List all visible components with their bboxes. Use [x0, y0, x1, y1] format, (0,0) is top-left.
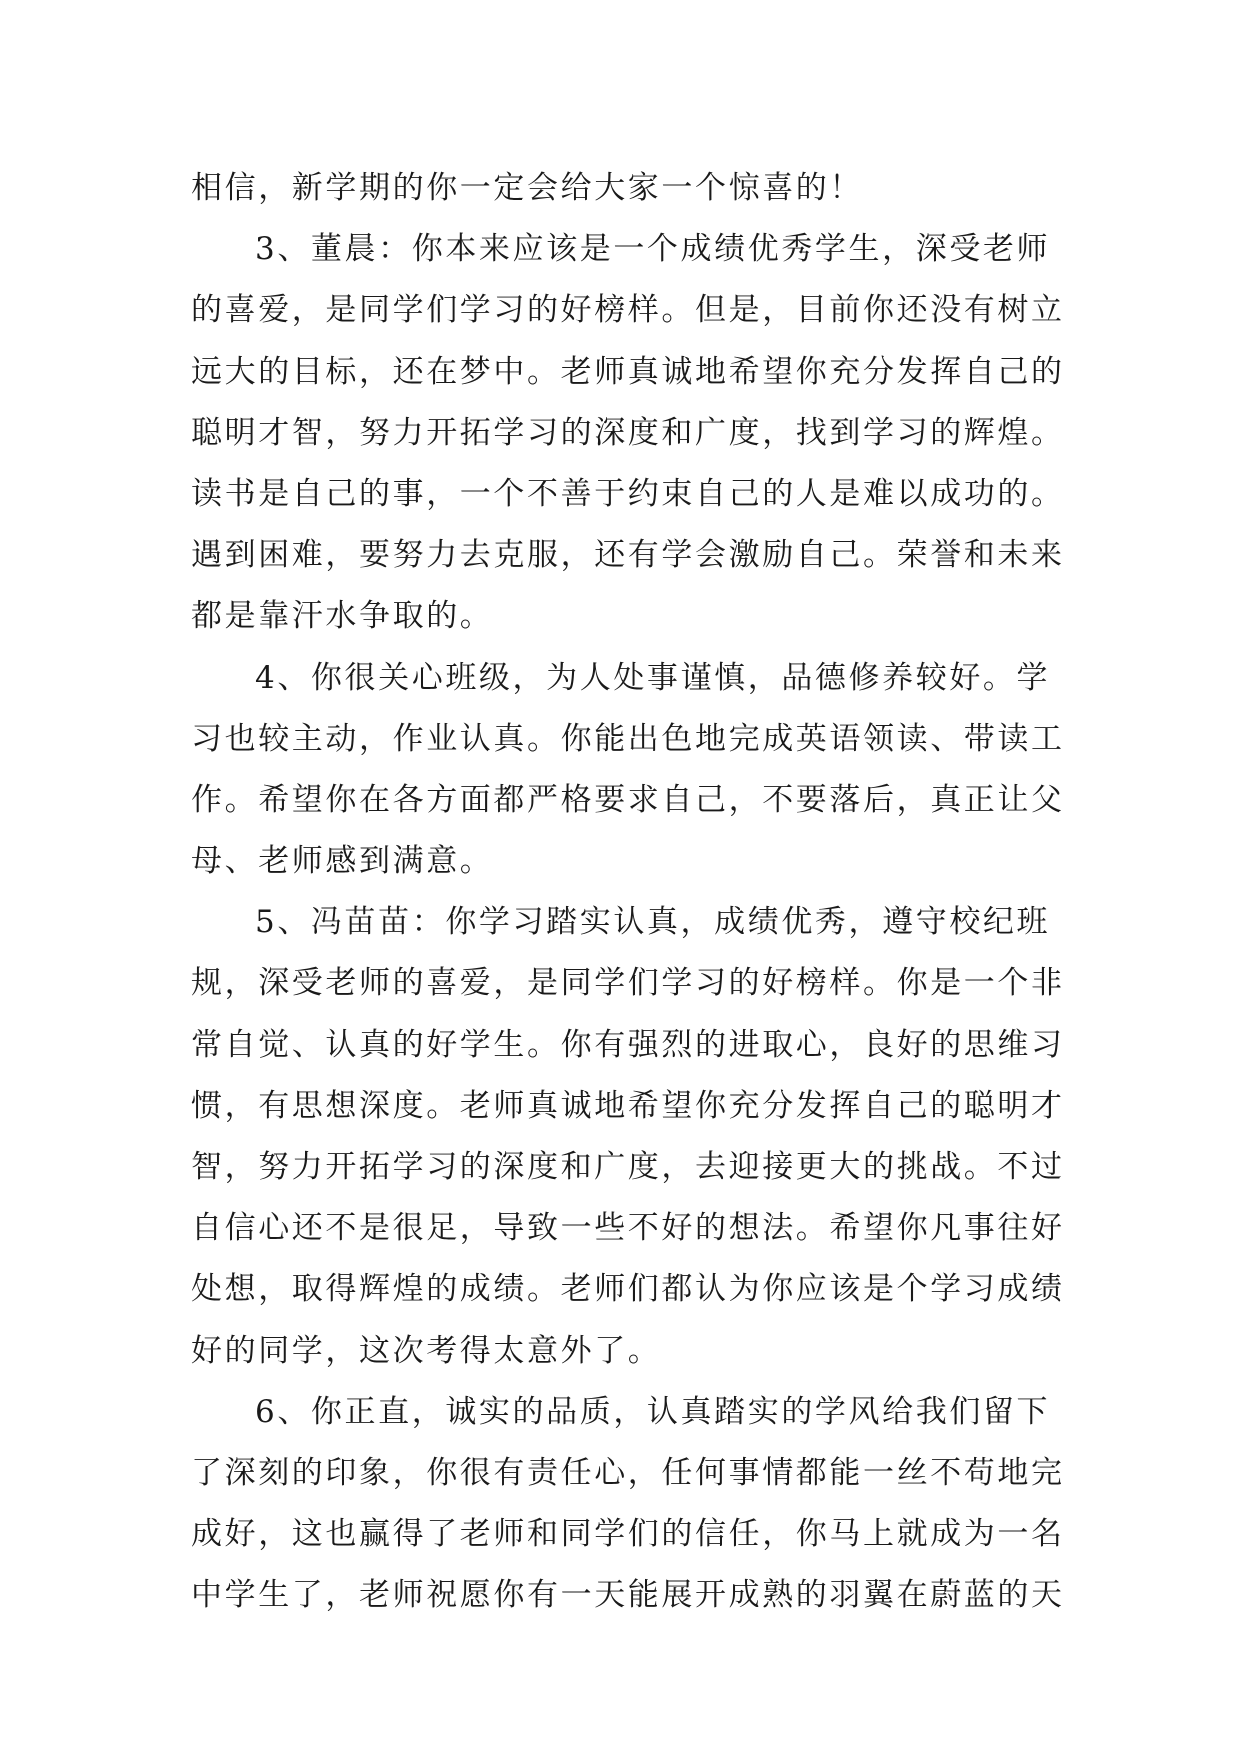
text-line: 4、你很关心班级，为人处事谨慎，品德修养较好。学 — [255, 659, 1051, 696]
text-line: 读书是自己的事，一个不善于约束自己的人是难以成功的。 — [191, 475, 1065, 512]
text-line: 作。希望你在各方面都严格要求自己，不要落后，真正让父 — [191, 781, 1065, 818]
text-line: 成好，这也赢得了老师和同学们的信任，你马上就成为一名 — [191, 1516, 1065, 1553]
text-line: 习也较主动，作业认真。你能出色地完成英语领读、带读工 — [191, 720, 1065, 757]
text-line: 好的同学，这次考得太意外了。 — [191, 1332, 662, 1369]
text-line: 都是靠汗水争取的。 — [191, 598, 494, 635]
text-line: 的喜爱，是同学们学习的好榜样。但是，目前你还没有树立 — [191, 292, 1065, 329]
text-line: 中学生了，老师祝愿你有一天能展开成熟的羽翼在蔚蓝的天 — [191, 1577, 1065, 1614]
text-line: 5、冯苗苗：你学习踏实认真，成绩优秀，遵守校纪班 — [255, 904, 1051, 941]
text-line: 3、董晨：你本来应该是一个成绩优秀学生，深受老师 — [255, 231, 1051, 268]
text-line: 相信，新学期的你一定会给大家一个惊喜的！ — [191, 170, 863, 206]
text-line: 母、老师感到满意。 — [191, 843, 494, 880]
text-line: 智，努力开拓学习的深度和广度，去迎接更大的挑战。不过 — [191, 1149, 1065, 1185]
text-line: 了深刻的印象，你很有责任心，任何事情都能一丝不苟地完 — [191, 1454, 1065, 1491]
text-line: 常自觉、认真的好学生。你有强烈的进取心，良好的思维习 — [191, 1026, 1065, 1063]
text-line: 惯，有思想深度。老师真诚地希望你充分发挥自己的聪明才 — [191, 1087, 1065, 1124]
text-line: 遇到困难，要努力去克服，还有学会激励自己。荣誉和未来 — [191, 537, 1065, 574]
text-line: 自信心还不是很足，导致一些不好的想法。希望你凡事往好 — [191, 1210, 1065, 1247]
document-body — [191, 158, 1065, 1627]
text-line: 聪明才智，努力开拓学习的深度和广度，找到学习的辉煌。 — [191, 414, 1065, 451]
text-line: 规，深受老师的喜爱，是同学们学习的好榜样。你是一个非 — [191, 965, 1065, 1002]
text-line: 远大的目标，还在梦中。老师真诚地希望你充分发挥自己的 — [191, 353, 1065, 390]
text-line: 6、你正直，诚实的品质，认真踏实的学风给我们留下 — [255, 1393, 1051, 1430]
text-line: 处想，取得辉煌的成绩。老师们都认为你应该是个学习成绩 — [191, 1271, 1065, 1308]
